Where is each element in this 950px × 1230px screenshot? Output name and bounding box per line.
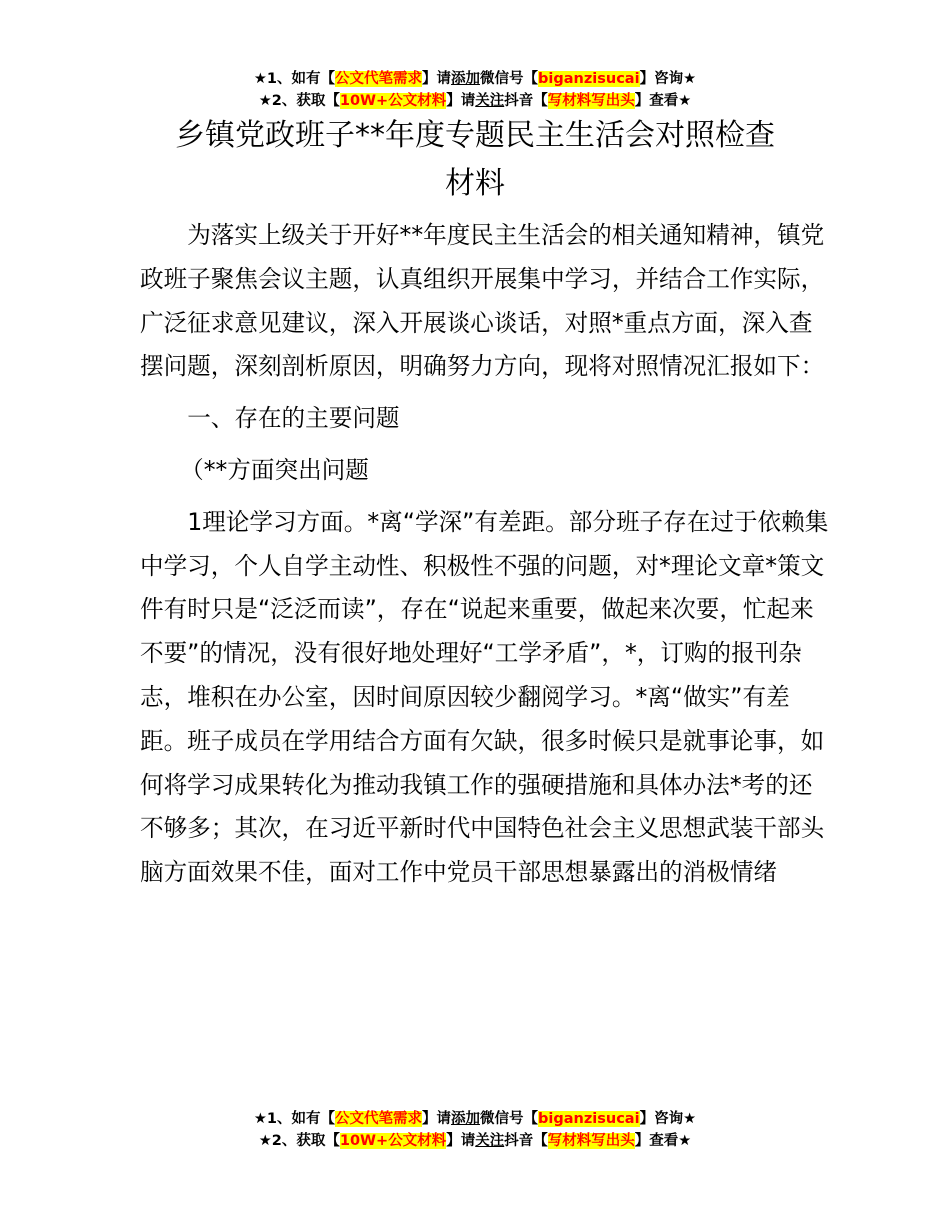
douyin-account: 写材料写出头 (547, 1133, 635, 1149)
highlight-text: 10W+公文材料 (339, 93, 447, 109)
banner-text: ★1、如有【 (253, 71, 336, 87)
highlight-text: 10W+公文材料 (339, 1133, 447, 1149)
banner-line-1 (0, 1108, 950, 1130)
underlined-text: 添加 (451, 1111, 481, 1127)
banner-text: 】请 (422, 1111, 452, 1127)
underlined-text: 添加 (451, 71, 481, 87)
banner-text: 微信号【 (480, 71, 539, 87)
footer-banner (0, 1108, 950, 1152)
underlined-text: 关注 (475, 1133, 505, 1149)
banner-text: 】咨询★ (639, 71, 697, 87)
banner-text: ★2、获取【 (258, 93, 340, 109)
banner-line-1 (0, 68, 950, 90)
underlined-text: 关注 (475, 93, 505, 109)
header-banner (0, 68, 950, 112)
document-title (100, 112, 850, 208)
highlight-text: 公文代笔需求 (335, 1111, 423, 1127)
subsection-heading: （**方面突出问题 (180, 455, 369, 484)
title-line-1: 乡镇党政班子**年度专题民主生活会对照检查 (175, 118, 775, 153)
section-heading: 一、存在的主要问题 (187, 404, 400, 433)
banner-text: 抖音【 (504, 93, 548, 109)
banner-text: ★2、获取【 (258, 1133, 340, 1149)
banner-text: 】请 (446, 93, 476, 109)
title-line-2: 材料 (445, 166, 505, 201)
wechat-id: biganzisucai (538, 1111, 640, 1127)
body-paragraph: 1理论学习方面。*离“学深”有差距。部分班子存在过于依赖集中学习，个人自学主动性、积极性不强的问题，对*理论文章*策文件有时只是“泛泛而读”，存在“说起来重要，做起来次要，忙起来不要”的情况，没有很好地处理好“工学矛盾”，*，订购的报刊杂志，堆积在办公室，因时间原因较少翻阅学习。*离“做实”有差距。班子成员在学用结合方面有欠缺，很多时候只是就事论事，如何将学习成果转化为推动我镇工作的强硬措施和具体办法*考的还不够多；其次，在习近平新时代中国特色社会主义思想武装干部头脑方面效果不佳，面对工作中党员干部思想暴露出的消极情绪 (140, 507, 829, 887)
wechat-id: biganzisucai (538, 71, 640, 87)
highlight-text: 公文代笔需求 (335, 71, 423, 87)
banner-text: 微信号【 (480, 1111, 539, 1127)
banner-text: 】查看★ (634, 93, 692, 109)
banner-text: ★1、如有【 (253, 1111, 336, 1127)
document-body (140, 214, 830, 895)
banner-line-2 (0, 90, 950, 112)
banner-line-2 (0, 1130, 950, 1152)
banner-text: 抖音【 (504, 1133, 548, 1149)
banner-text: 】查看★ (634, 1133, 692, 1149)
banner-text: 】请 (446, 1133, 476, 1149)
banner-text: 】咨询★ (639, 1111, 697, 1127)
intro-paragraph: 为落实上级关于开好**年度民主生活会的相关通知精神，镇党政班子聚焦会议主题，认真组织开展集中学习，并结合工作实际，广泛征求意见建议，深入开展谈心谈话，对照*重点方面，深入查摆问题，深刻剖析原因，明确努力方向，现将对照情况汇报如下： (140, 221, 825, 381)
banner-text: 】请 (422, 71, 452, 87)
douyin-account: 写材料写出头 (547, 93, 635, 109)
